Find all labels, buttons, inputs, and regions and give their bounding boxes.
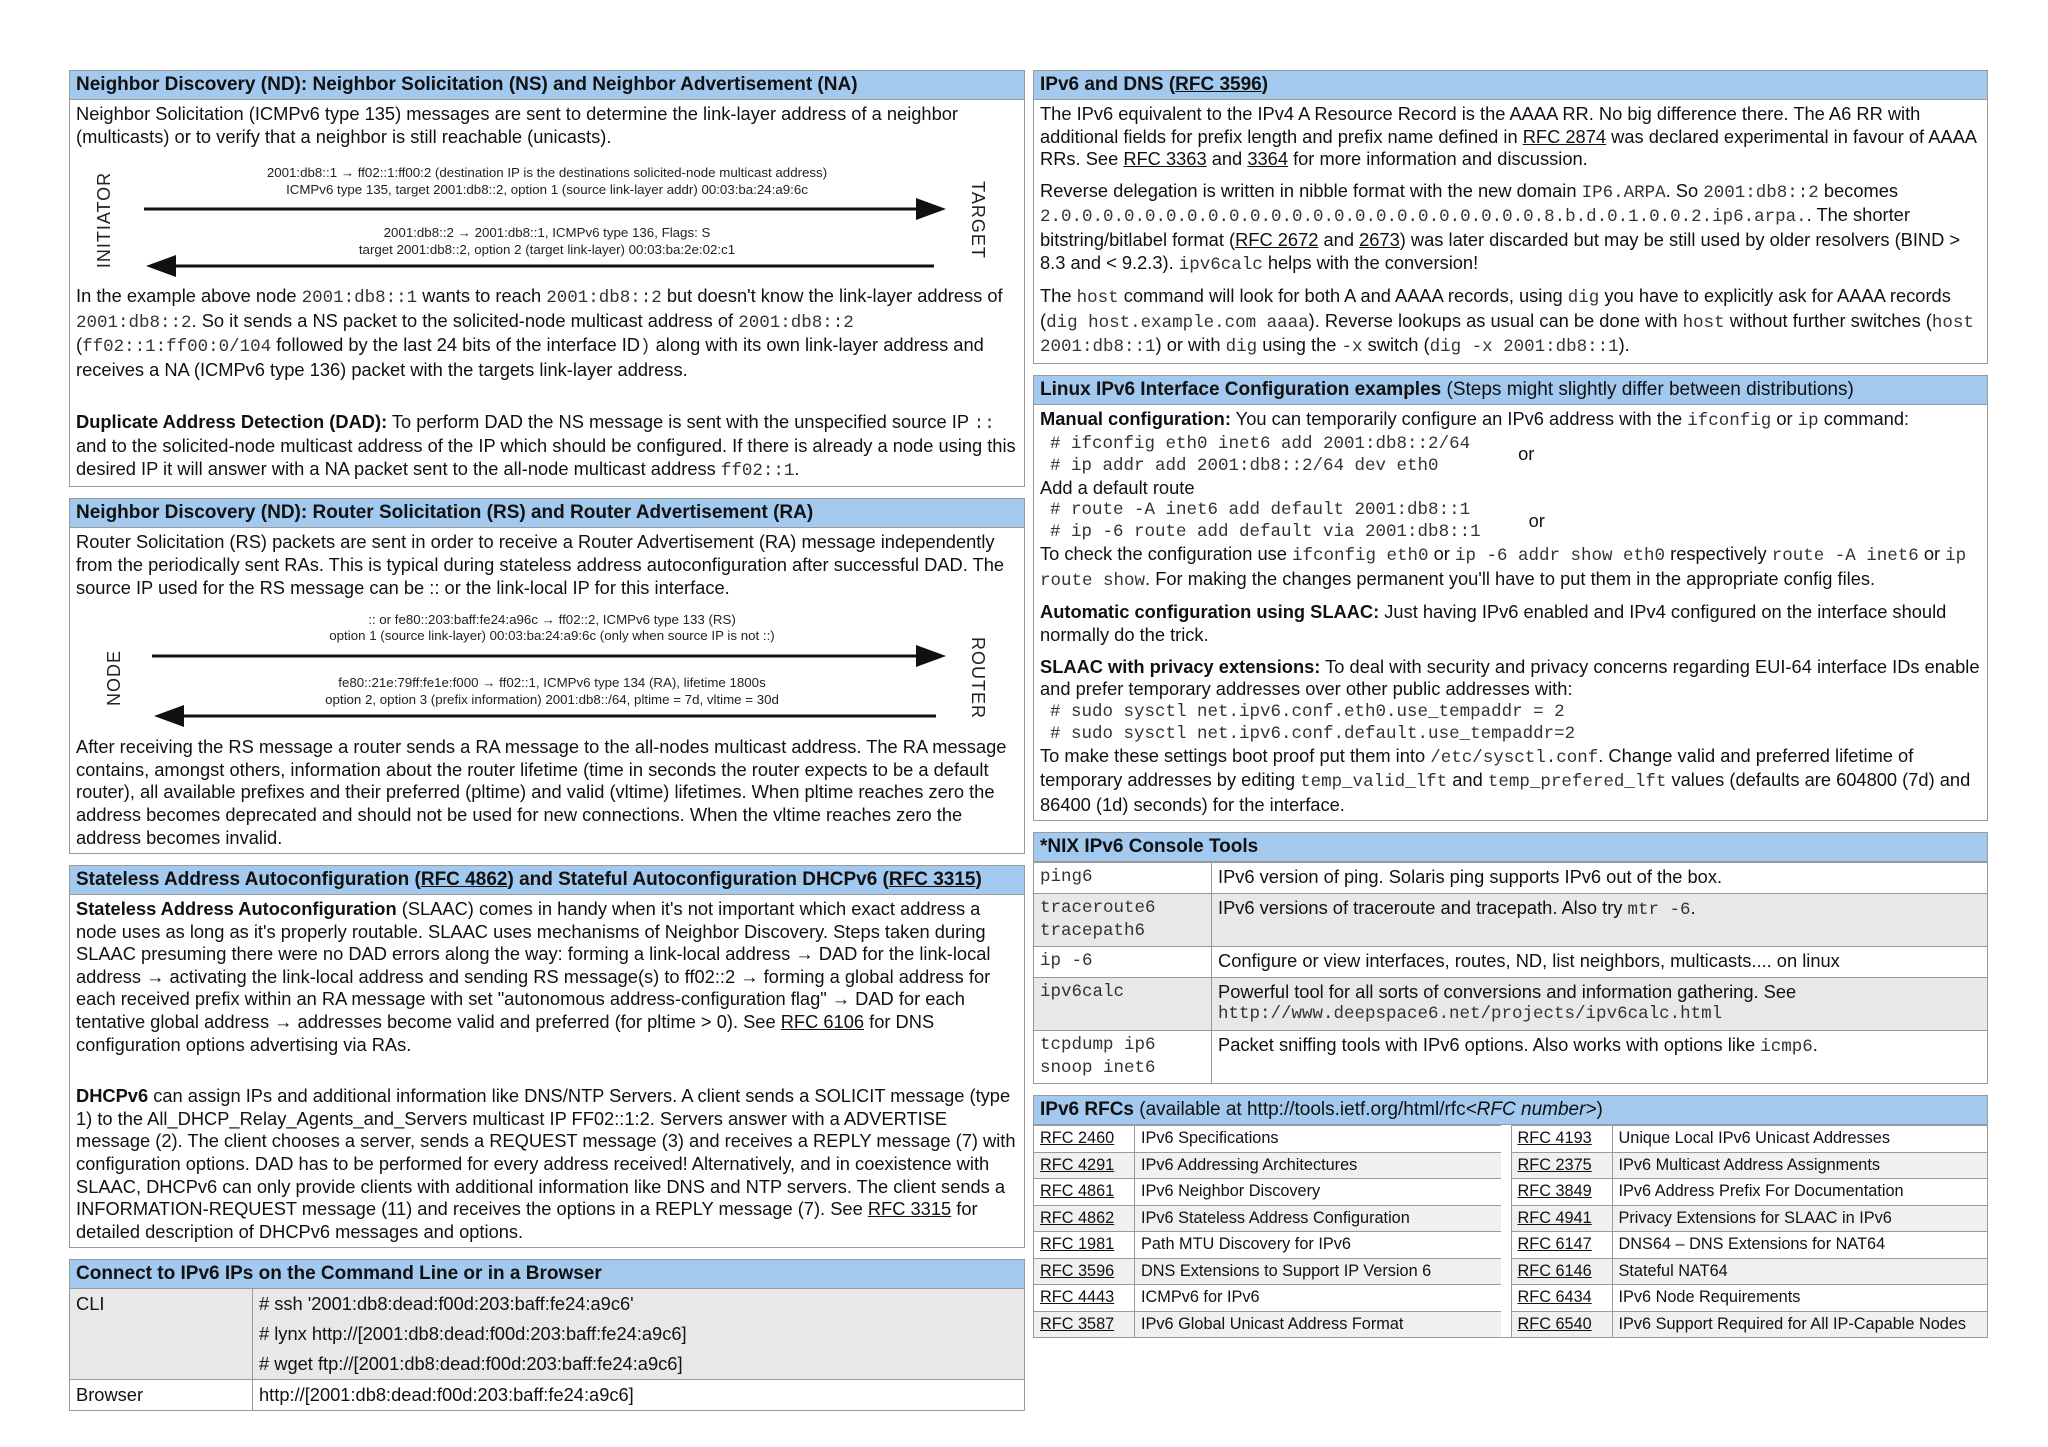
privacy-ext: SLAAC with privacy extensions: To deal with security and privacy concerns regarding EUI-64 interface IDs enable and prefer temporary addresses over other public addresses with: — [1040, 655, 1980, 700]
default-route-label: Add a default route — [1040, 476, 1195, 498]
connect-header: Connect to IPv6 IPs on the Command Line or in a Browser — [70, 1260, 1024, 1289]
rfcs-tables — [1034, 1125, 1987, 1337]
rfc-description: DNS Extensions to Support IP Version 6 — [1135, 1258, 1506, 1285]
table-row — [1511, 1152, 1987, 1179]
rfcs-left-table — [1034, 1125, 1511, 1337]
rs-arrow-line2: option 1 (source link-layer) 00:03:ba:24:a9:6c (only when source IP is not ::) — [329, 628, 775, 644]
manual-config: Manual configuration: You can temporarily configure an IPv6 address with the ifconfig or ip command: — [1040, 407, 1910, 431]
rfc-description: IPv6 Stateless Address Configuration — [1135, 1205, 1506, 1232]
rfc-link[interactable]: RFC 4941 — [1517, 1208, 1592, 1227]
ns-arrow-head — [916, 198, 946, 220]
rfc-link[interactable]: RFC 2375 — [1517, 1155, 1592, 1174]
rfc-link[interactable]: RFC 4193 — [1517, 1129, 1592, 1148]
rfc-link[interactable]: RFC 6147 — [1517, 1235, 1592, 1254]
table-row: tcpdump ip6 snoop inet6 Packet sniffing tools with IPv6 options. Also works with options like icmp6. — [1034, 1031, 1987, 1084]
table-row — [1034, 1205, 1506, 1232]
nd-rs-ra-section — [69, 498, 1025, 854]
dns-p3: The host command will look for both A and AAAA records, using dig you have to explicitly ask for AAAA records (dig host.example.com aaaa). Reverse lookups as usual can be done with host without further switches (host 2001:db8::1) or with dig using the -x switch (dig -x 2001:db8::1). — [1040, 285, 1974, 358]
nd-rs-after: After receiving the RS message a router sends a RA message to the all-nodes multicast address. The RA message contains, amongst others, information about the router lifetime (time in seconds the router expects to be a default router), all available prefixes and their preferred (pltime) and valid (vltime) lifetimes. When pltime reaches zero the address becomes deprecated and should not be used for new connections. When the vltime reaches zero the address becomes invalid. — [76, 736, 1007, 848]
rfc-description: IPv6 Global Unicast Address Format — [1135, 1311, 1506, 1337]
slaac-paragraph: Stateless Address Autoconfiguration (SLAAC) comes in handy when it's not important which exact address a node uses as long as it's properly routable. SLAAC uses mechanisms of Neighbor Discovery. Steps taken during SLAAC presuming there were no DAD errors along the way: forming a link-local address → DAD for the link-local address → activating the link-local address and sending RS message(s) to ff02::2 → forming a global address for each received prefix within an RA message with set "autonomous address-configuration flag" → DAD for each tentative global address → addresses become valid and preferred (for pltime > 0). See RFC 6106 for DNS configuration options advertising via RAs. — [76, 898, 991, 1055]
rfcs-right-table — [1511, 1125, 1988, 1337]
dns-section — [1033, 70, 1988, 364]
ra-arrow-head — [154, 705, 184, 727]
table-row — [1034, 1126, 1506, 1153]
dhcpv6-paragraph: DHCPv6 can assign IPs and additional information like DNS/NTP Servers. A client sends a SOLICIT message (type 1) to the All_DHCP_Relay_Agents_and_Servers multicast IP FF02::1:2. Servers answer with a ADVERTISE message (2). The client chooses a server, sends a REQUEST message (3) and receives a REPLY message (7) with configuration options. DAD has to be performed for every address received! Alternatively, and in coexistence with SLAAC, DHCPv6 can only provide clients with additional information like DNS and NTP servers. The client sends a INFORMATION-REQUEST message (11) and receives the options in a REPLY message (7). See RFC 3315 for detailed description of DHCPv6 messages and options. — [76, 1085, 1016, 1242]
linux-config-header: Linux IPv6 Interface Configuration examples (Steps might slightly differ between distributions) — [1034, 376, 1987, 405]
na-arrow-line1: 2001:db8::2 → 2001:db8::1, ICMPv6 type 136, Flags: S — [383, 225, 711, 241]
slaac-dhcpv6-header: Stateless Address Autoconfiguration (RFC 4862) and Stateful Autoconfiguration DHCPv6 (RFC 3315) — [70, 866, 1024, 895]
nd-ns-na-section — [69, 70, 1025, 487]
rfc-3315-link[interactable]: RFC 3315 — [888, 869, 976, 891]
nd-ns-na-header: Neighbor Discovery (ND): Neighbor Solicitation (NS) and Neighbor Advertisement (NA) — [70, 71, 1024, 100]
rfc-description: Privacy Extensions for SLAAC in IPv6 — [1612, 1205, 1987, 1232]
rfc-description: IPv6 Multicast Address Assignments — [1612, 1152, 1987, 1179]
table-row — [1511, 1285, 1987, 1312]
connect-table — [70, 1289, 1024, 1410]
rfc-description: IPv6 Specifications — [1135, 1126, 1506, 1153]
table-row — [1034, 1179, 1506, 1206]
nd-ns-intro: Neighbor Solicitation (ICMPv6 type 135) messages are sent to determine the link-layer address of a neighbor (multicasts) or to verify that a neighbor is still reachable (unicasts). — [76, 103, 959, 147]
rfc-description: IPv6 Addressing Architectures — [1135, 1152, 1506, 1179]
na-arrow-head — [146, 255, 176, 277]
rfc-link[interactable]: RFC 3849 — [1517, 1182, 1592, 1201]
rfc-3315-inline-link[interactable]: RFC 3315 — [867, 1198, 952, 1220]
ns-arrow-line1: 2001:db8::1 → ff02::1:ff00:2 (destination IP is the destinations solicited-node multicast address) — [266, 165, 828, 181]
table-row: ping6 IPv6 version of ping. Solaris ping supports IPv6 out of the box. — [1034, 863, 1987, 894]
auto-config: Automatic configuration using SLAAC: Just having IPv6 enabled and IPv4 configured on the interface should normally do the trick. — [1040, 601, 1947, 645]
rfcs-header: IPv6 RFCs (available at http://tools.ietf.org/html/rfc<RFC number>) — [1034, 1096, 1987, 1125]
table-row: traceroute6 tracepath6 IPv6 versions of traceroute and tracepath. Also try mtr -6. — [1034, 894, 1987, 947]
linux-config-section: Linux IPv6 Interface Configuration examples (Steps might slightly differ between distributions) Manual configuration: You can temporarily configure an IPv6 address with the ifconfig or ip command: # ifconfig eth0 inet6 add 2001:db8::2/64 # ip addr add 2001:db8::2/64 dev eth0 or Add a default route # route -A inet6 add default 2001:db8::1 # ip -6 route add default via 2001:db8::1 or To check the configuration use ifconfig eth0 or ip -6 addr show eth0 respectively route -A inet6 or ip route show. For making the changes permanent you'll have to put them in the appropriate config files. Automatic configuration using SLAAC: Just having IPv6 enabled and IPv4 configured on the interface should normally do the trick. SLAAC with privacy extensions: To deal with security and privacy concerns regarding EUI-64 interface IDs enable and prefer temporary addresses over other public addresses with: # sudo sysctl net.ipv6.conf.eth0.use_tempaddr = 2 # sudo sysctl net.ipv6.conf.default.use_tempaddr=2 To make these settings boot proof put them into /etc/sysctl.conf. Change valid and preferred lifetime of temporary addresses by editing temp_valid_lft and temp_prefered_lft values (defaults are 604800 (7d) and 86400 (1d) seconds) for the interface. — [1033, 375, 1988, 822]
cmd-route-add: # route -A inet6 add default 2001:db8::1 — [1050, 500, 1471, 521]
rfc-link[interactable]: RFC 3587 — [1040, 1314, 1115, 1333]
table-row — [1034, 1311, 1506, 1337]
table-row — [1034, 1152, 1506, 1179]
rfc-4862-link[interactable]: RFC 4862 — [420, 869, 508, 891]
right-column — [1033, 70, 1988, 1349]
ns-arrow-line2: ICMPv6 type 135, target 2001:db8::2, option 1 (source link-layer addr) 00:03:ba:24:a9:6c — [286, 182, 808, 198]
tools-table — [1034, 862, 1987, 1083]
rfc-description: IPv6 Neighbor Discovery — [1135, 1179, 1506, 1206]
ra-arrow-line1: fe80::21e:79ff:fe1e:f000 → ff02::1, ICMPv6 type 134 (RA), lifetime 1800s — [338, 675, 766, 691]
rs-ra-diagram-svg — [76, 608, 1018, 734]
rfc-description: Stateful NAT64 — [1612, 1258, 1987, 1285]
cli-lynx: # lynx http://[2001:db8:dead:f00d:203:baff:fe24:a9c6] — [253, 1319, 1025, 1349]
rfc-link[interactable]: RFC 2460 — [1040, 1129, 1115, 1148]
rs-ra-diagram — [76, 608, 1018, 734]
rfc-2673-link[interactable]: 2673 — [1359, 228, 1400, 250]
dns-p1: The IPv6 equivalent to the IPv4 A Resource Record is the AAAA RR. No big difference there. The A6 RR with additional fields for prefix length and prefix name defined in RFC 2874 was declared experimental in favour of AAAA RRs. See RFC 3363 and 3364 for more information and discussion. — [1040, 103, 1976, 170]
node-label: NODE — [104, 650, 124, 707]
rfc-6106-link[interactable]: RFC 6106 — [780, 1011, 865, 1033]
rfc-2874-link[interactable]: RFC 2874 — [1522, 125, 1607, 147]
ns-na-diagram-svg — [76, 157, 1018, 283]
nd-ns-example: In the example above node 2001:db8::1 wants to reach 2001:db8::2 but doesn't know the link-layer address of 2001:db8::2. So it sends a NS packet to the solicited-node multicast address of 2001:db8::2 (ff02::1:ff00:0/104 followed by the last 24 bits of the interface ID) along with its own link-layer address and receives a NA (ICMPv6 type 136) packet with the targets link-layer address. — [76, 285, 1003, 380]
boot-proof: To make these settings boot proof put them into /etc/sysctl.conf. Change valid and preferred lifetime of temporary addresses by editing temp_valid_lft and temp_prefered_lft values (defaults are 604800 (7d) and 86400 (1d) seconds) for the interface. — [1040, 744, 1971, 815]
rfc-description: IPv6 Support Required for All IP-Capable Nodes — [1612, 1311, 1987, 1337]
ipv6calc-url: http://www.deepspace6.net/projects/ipv6calc.html — [1218, 1004, 1723, 1025]
browser-row: Browser http://[2001:db8:dead:f00d:203:baff:fe24:a9c6] — [70, 1380, 1024, 1411]
rfc-2672-link[interactable]: RFC 2672 — [1235, 228, 1319, 250]
cmd-ip-addr-add: # ip addr add 2001:db8::2/64 dev eth0 — [1050, 455, 1439, 476]
rfc-3363-link[interactable]: RFC 3363 — [1123, 148, 1207, 170]
target-label: TARGET — [968, 181, 988, 260]
rs-arrow-line1: :: or fe80::203:baff:fe24:a96c → ff02::2, ICMPv6 type 133 (RS) — [368, 612, 736, 628]
rfc-link[interactable]: RFC 4291 — [1040, 1155, 1115, 1174]
rfc-link[interactable]: RFC 4861 — [1040, 1182, 1115, 1201]
console-tools-header: *NIX IPv6 Console Tools — [1034, 833, 1987, 862]
cli-wget: # wget ftp://[2001:db8:dead:f00d:203:baff:fe24:a9c6] — [253, 1349, 1025, 1380]
rs-arrow-head — [916, 645, 946, 667]
table-row — [1511, 1311, 1987, 1337]
dns-p2: Reverse delegation is written in nibble format with the new domain IP6.ARPA. So 2001:db8::2 becomes 2.0.0.0.0.0.0.0.0.0.0.0.0.0.0.0.0.0.0.0.0.0.0.0.8.b.d.0.1.0.0.2.ip6.arpa.. The shorter bitstring/bitlabel format (RFC 2672 and 2673) was later discarded but may be still used by older resolvers (BIND > 8.3 and < 9.2.3). ipv6calc helps with the conversion! — [1040, 179, 1961, 275]
check-config: To check the configuration use ifconfig eth0 or ip -6 addr show eth0 respectively route -A inet6 or ip route show. For making the changes permanent you'll have to put them in the appropriate config files. — [1040, 543, 1967, 591]
browser-url: http://[2001:db8:dead:f00d:203:baff:fe24:a9c6] — [253, 1380, 1025, 1411]
rfc-description: IPv6 Node Requirements — [1612, 1285, 1987, 1312]
initiator-label: INITIATOR — [94, 172, 114, 269]
ns-na-diagram — [76, 157, 1018, 283]
rfc-description: DNS64 – DNS Extensions for NAT64 — [1612, 1232, 1987, 1259]
rfc-link[interactable]: RFC 1981 — [1040, 1235, 1115, 1254]
table-row — [1511, 1232, 1987, 1259]
console-tools-section — [1033, 832, 1988, 1084]
rfc-description: IPv6 Address Prefix For Documentation — [1612, 1179, 1987, 1206]
cli-ssh: # ssh '2001:db8:dead:f00d:203:baff:fe24:a9c6' — [253, 1289, 1025, 1319]
table-row: ipv6calc Powerful tool for all sorts of conversions and information gathering. See http://www.deepspace6.net/projects/ipv6calc.html — [1034, 977, 1987, 1030]
cli-row: CLI # ssh '2001:db8:dead:f00d:203:baff:fe24:a9c6' — [70, 1289, 1024, 1319]
ra-arrow-line2: option 2, option 3 (prefix information) 2001:db8::/64, pltime = 7d, vltime = 30d — [325, 692, 779, 708]
rfc-3596-link[interactable]: RFC 3596 — [1175, 74, 1262, 95]
rfc-link[interactable]: RFC 4443 — [1040, 1288, 1115, 1307]
rfcs-section — [1033, 1095, 1988, 1338]
table-row — [1511, 1126, 1987, 1153]
cmd-ip-route-add: # ip -6 route add default via 2001:db8::1 — [1050, 522, 1481, 543]
rfc-3364-link[interactable]: 3364 — [1247, 148, 1288, 170]
na-arrow-line2: target 2001:db8::2, option 2 (target link-layer) 00:03:ba:2e:02:c1 — [358, 242, 736, 258]
cmd-ifconfig-add: # ifconfig eth0 inet6 add 2001:db8::2/64 — [1050, 433, 1471, 454]
cmd-sysctl-default: # sudo sysctl net.ipv6.conf.default.use_tempaddr=2 — [1050, 723, 1576, 744]
rfc-link[interactable]: RFC 6540 — [1517, 1314, 1592, 1333]
rfc-description: Unique Local IPv6 Unicast Addresses — [1612, 1126, 1987, 1153]
rfc-link[interactable]: RFC 6146 — [1517, 1261, 1592, 1280]
left-column — [69, 70, 1025, 1422]
connect-section — [69, 1259, 1025, 1411]
rfc-link[interactable]: RFC 6434 — [1517, 1288, 1592, 1307]
slaac-dhcpv6-section — [69, 865, 1025, 1248]
dns-header: IPv6 and DNS (RFC 3596) — [1034, 71, 1987, 100]
table-row — [1034, 1258, 1506, 1285]
rfc-link[interactable]: RFC 4862 — [1040, 1208, 1115, 1227]
cmd-sysctl-eth0: # sudo sysctl net.ipv6.conf.eth0.use_tempaddr = 2 — [1050, 701, 1565, 722]
rfc-description: Path MTU Discovery for IPv6 — [1135, 1232, 1506, 1259]
table-row — [1511, 1258, 1987, 1285]
table-row — [1511, 1205, 1987, 1232]
dad-paragraph: Duplicate Address Detection (DAD): To perform DAD the NS message is sent with the unspecified source IP :: and to the solicited-node multicast address of the IP which should be configured. If there is already a node using this desired IP it will answer with a NA packet sent to the all-node multicast address ff02::1. — [76, 410, 1016, 481]
table-row — [1034, 1232, 1506, 1259]
router-label: ROUTER — [968, 637, 988, 720]
table-row — [1511, 1179, 1987, 1206]
rfc-link[interactable]: RFC 3596 — [1040, 1261, 1115, 1280]
rfc-description: ICMPv6 for IPv6 — [1135, 1285, 1506, 1312]
nd-rs-intro: Router Solicitation (RS) packets are sent in order to receive a Router Advertisement (RA) message independently from the periodically sent RAs. This is typical during stateless address autoconfiguration after successful DAD. The source IP used for the RS message can be :: or the link-local IP for this interface. — [76, 531, 1005, 598]
table-row: ip -6 Configure or view interfaces, routes, ND, list neighbors, multicasts.... on linux — [1034, 947, 1987, 978]
table-row — [1034, 1285, 1506, 1312]
nd-rs-ra-header: Neighbor Discovery (ND): Router Solicitation (RS) and Router Advertisement (RA) — [70, 499, 1024, 528]
